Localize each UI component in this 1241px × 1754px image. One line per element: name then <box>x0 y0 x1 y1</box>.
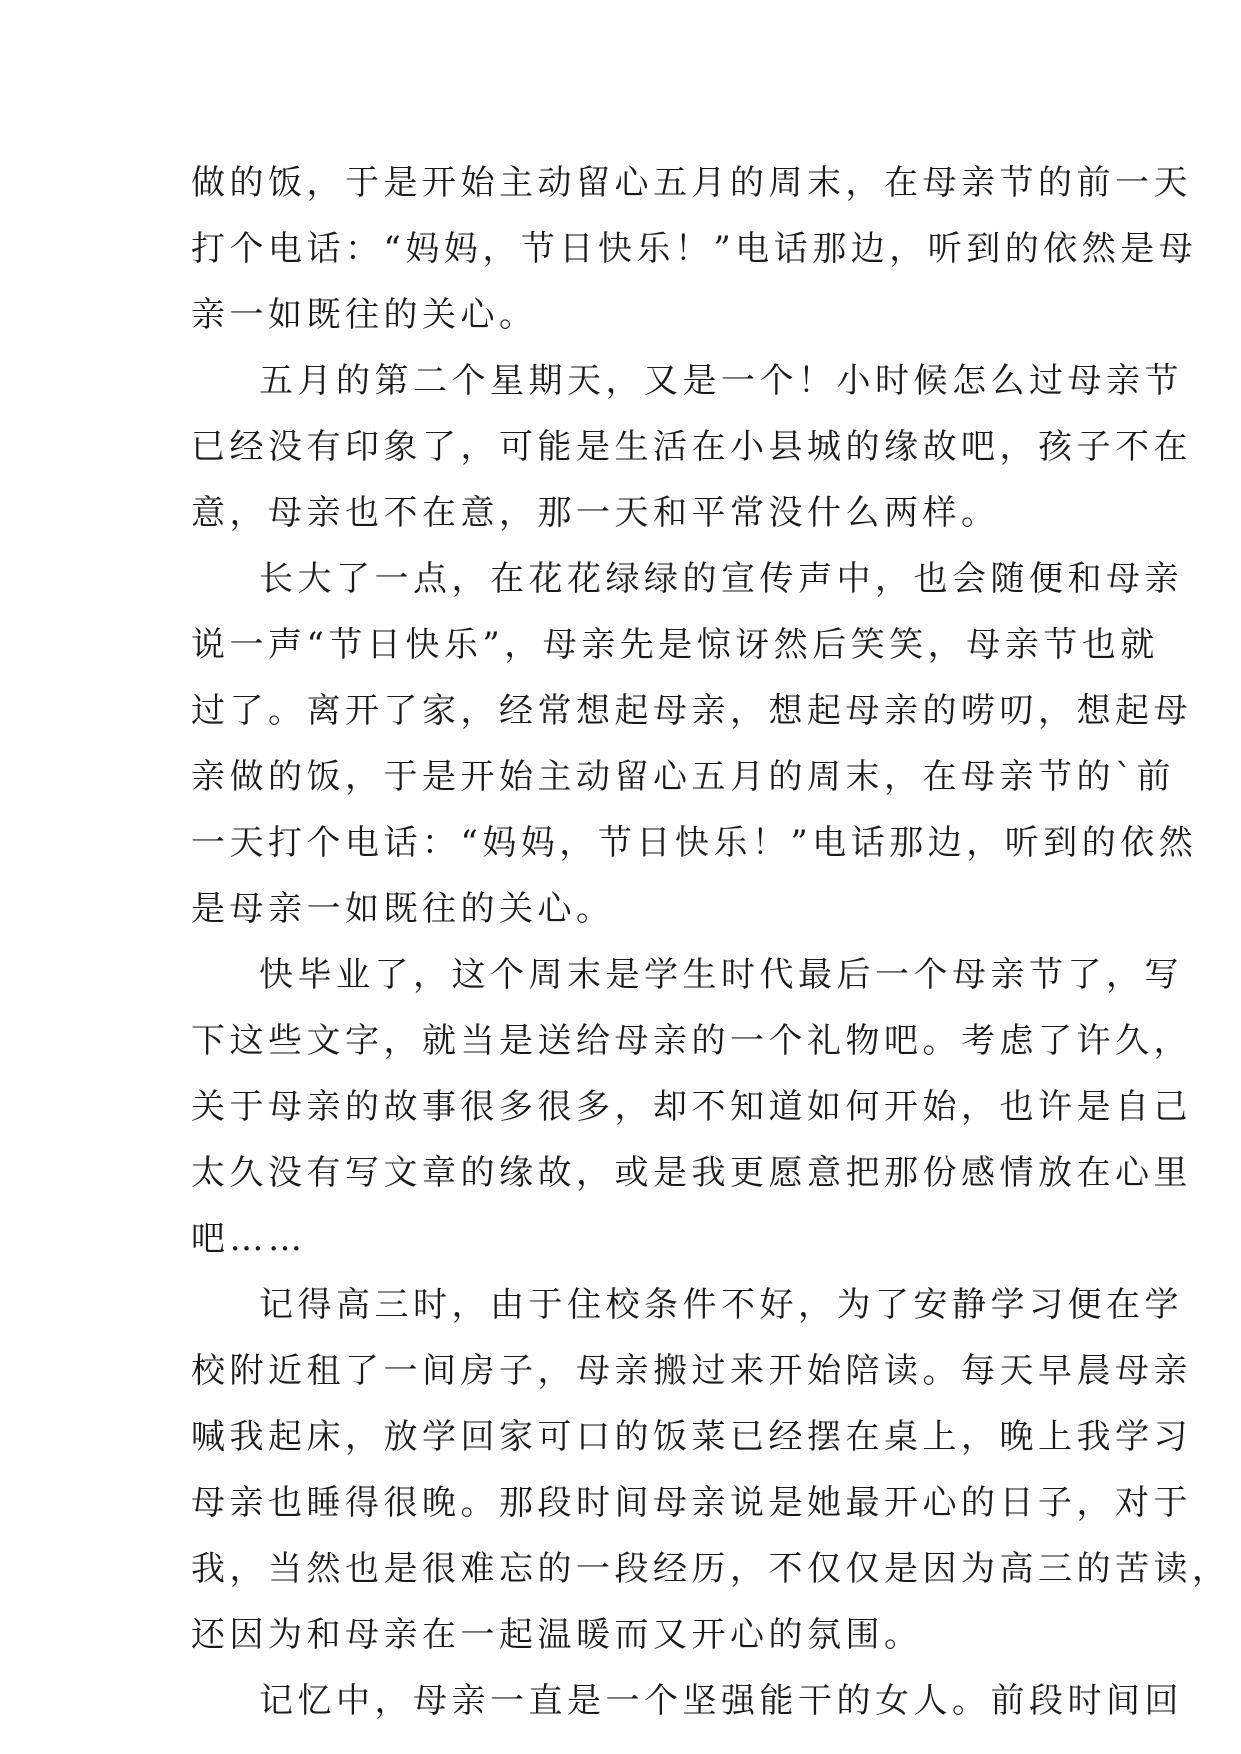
paragraph-first-line: 记得高三时，由于住校条件不好，为了安静学习便在学 <box>259 1285 1183 1325</box>
paragraph-first-line: 快毕业了，这个周末是学生时代最后一个母亲节了，写 <box>259 955 1183 995</box>
text-line: 已经没有印象了，可能是生活在小县城的缘故吧，孩子不在 <box>191 427 1192 467</box>
text-line: 还因为和母亲在一起温暖而又开心的氛围。 <box>191 1615 923 1655</box>
text-line: 做的饭，于是开始主动留心五月的周末，在母亲节的前一天 <box>191 163 1192 203</box>
text-line: 打个电话：“妈妈，节日快乐！”电话那边，听到的依然是母 <box>191 229 1198 269</box>
text-line: 关于母亲的故事很多很多，却不知道如何开始，也许是自己 <box>191 1087 1192 1127</box>
text-line: 亲做的饭，于是开始主动留心五月的周末，在母亲节的`前 <box>191 757 1175 797</box>
paragraph-first-line: 五月的第二个星期天，又是一个！小时候怎么过母亲节 <box>259 361 1183 401</box>
text-line: 母亲也睡得很晚。那段时间母亲说是她最开心的日子，对于 <box>191 1483 1192 1523</box>
text-line: 校附近租了一间房子，母亲搬过来开始陪读。每天早晨母亲 <box>191 1351 1192 1391</box>
text-line: 亲一如既往的关心。 <box>191 295 538 335</box>
text-line: 下这些文字，就当是送给母亲的一个礼物吧。考虑了许久， <box>191 1021 1192 1061</box>
text-line: 喊我起床，放学回家可口的饭菜已经摆在桌上，晚上我学习 <box>191 1417 1192 1457</box>
text-line: 太久没有写文章的缘故，或是我更愿意把那份感情放在心里 <box>191 1153 1192 1193</box>
text-line: 过了。离开了家，经常想起母亲，想起母亲的唠叨，想起母 <box>191 691 1192 731</box>
text-line: 我，当然也是很难忘的一段经历，不仅仅是因为高三的苦读， <box>191 1549 1231 1589</box>
text-line: 吧…… <box>191 1219 307 1259</box>
text-line: 意，母亲也不在意，那一天和平常没什么两样。 <box>191 493 1000 533</box>
essay-body <box>191 150 1231 1734</box>
text-line: 说一声“节日快乐”，母亲先是惊讶然后笑笑，母亲节也就 <box>191 625 1159 665</box>
text-line: 是母亲一如既往的关心。 <box>191 889 615 929</box>
paragraph-first-line: 长大了一点，在花花绿绿的宣传声中，也会随便和母亲 <box>259 559 1183 599</box>
paragraph-first-line: 记忆中，母亲一直是一个坚强能干的女人。前段时间回 <box>259 1681 1183 1721</box>
text-line: 一天打个电话：“妈妈，节日快乐！”电话那边，听到的依然 <box>191 823 1198 863</box>
